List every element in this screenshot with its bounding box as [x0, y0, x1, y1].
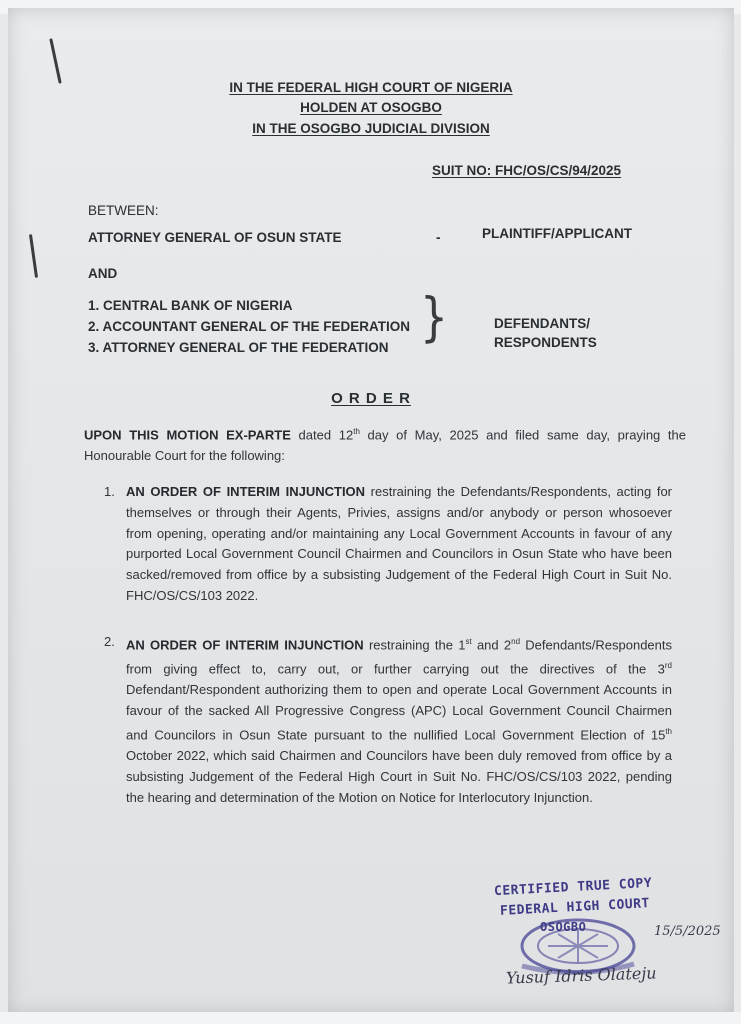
suit-number: SUIT NO: FHC/OS/CS/94/2025: [432, 163, 622, 178]
defendant-2: 2. ACCOUNTANT GENERAL OF THE FEDERATION: [88, 319, 411, 334]
item-2-text-3: Defendants/Respondents from giving effect to, carry out, or further carrying out the directives of the 3: [126, 637, 672, 677]
certified-stamp: [488, 870, 734, 980]
plaintiff-name: ATTORNEY GENERAL OF OSUN STATE: [88, 230, 342, 245]
item-1-text: restraining the Defendants/Respondents, acting for themselves or through their Agents, Privies, assigns and/or anybody or person whosoever from opening, operating and/or maintaining any Local Government Accounts in favour of any purported Local Government Council Chairmen and Councilors in Osun State who have been sacked/removed from office by a subsisting Judgement of the Federal High Court in Suit No. FHC/OS/CS/103 2022.: [126, 484, 672, 603]
item-2-sup-3: rd: [664, 661, 672, 671]
item-2-number: 2.: [104, 634, 115, 649]
stamp-certified: CERTIFIED TRUE COPY: [493, 875, 653, 900]
intro-sup: th: [353, 427, 360, 436]
between-label: BETWEEN:: [88, 203, 159, 218]
and-label: AND: [88, 266, 118, 281]
bottom-margin: [0, 1012, 741, 1024]
item-1-paragraph: [126, 482, 672, 607]
item-1-bold: AN ORDER OF INTERIM INJUNCTION: [126, 484, 366, 499]
plaintiff-role: PLAINTIFF/APPLICANT: [482, 226, 632, 241]
order-title: O R D E R: [331, 390, 411, 407]
court-name: IN THE FEDERAL HIGH COURT OF NIGERIA: [229, 80, 513, 95]
document-page: [8, 8, 734, 1014]
stamp-court: FEDERAL HIGH COURT: [499, 896, 651, 919]
stamp-city: OSOGBO: [540, 920, 587, 934]
defendant-3: 3. ATTORNEY GENERAL OF THE FEDERATION: [88, 340, 389, 355]
pen-mark-top: [49, 38, 61, 84]
item-1-number: 1.: [104, 484, 115, 499]
item-2-text-2: and 2: [471, 637, 512, 653]
item-2-paragraph: [126, 632, 672, 808]
judicial-division: IN THE OSOGBO JUDICIAL DIVISION: [252, 121, 490, 136]
party-dash: -: [436, 230, 441, 245]
item-2-bold: AN ORDER OF INTERIM INJUNCTION: [126, 637, 364, 653]
item-2-text-4: Defendant/Respondent authorizing them to open and operate Local Government Accounts in favour of the sacked All Progressive Congress (APC) Local Government Council Chairmen and Councilors in Osun State pursuant to the nullified Local Government Election of 15: [126, 682, 672, 743]
intro-text-1: dated 12: [290, 427, 354, 443]
defendant-role-2: RESPONDENTS: [494, 335, 597, 350]
item-2-text-1: restraining the 1: [363, 637, 466, 653]
curly-brace: }: [420, 286, 448, 348]
item-2-sup-2: nd: [511, 637, 521, 646]
defendant-role-1: DEFENDANTS/: [494, 316, 591, 331]
signature: Yusuf Idris Olateju: [505, 963, 657, 988]
holden-at: HOLDEN AT OSOGBO: [300, 100, 442, 115]
defendant-1: 1. CENTRAL BANK OF NIGERIA: [88, 298, 293, 313]
intro-bold: UPON THIS MOTION EX-PARTE: [84, 427, 291, 443]
stamp-date: 15/5/2025: [654, 924, 721, 939]
item-2-text-5: October 2022, which said Chairmen and Councilors have been duly removed from office by a subsisting Judgement of the Federal High Court in Suit No. FHC/OS/CS/103 2022, pending the hearing and determination of the Motion on Notice for Interlocutory Injunction.: [126, 747, 672, 805]
intro-paragraph: [84, 422, 686, 467]
intro-text-2: day of May, 2025 and filed same day, praying the Honourable Court for the following:: [84, 427, 687, 464]
pen-mark-left: [29, 234, 38, 278]
item-2-sup-1: st: [465, 637, 472, 646]
item-2-sup-4: th: [665, 726, 672, 736]
